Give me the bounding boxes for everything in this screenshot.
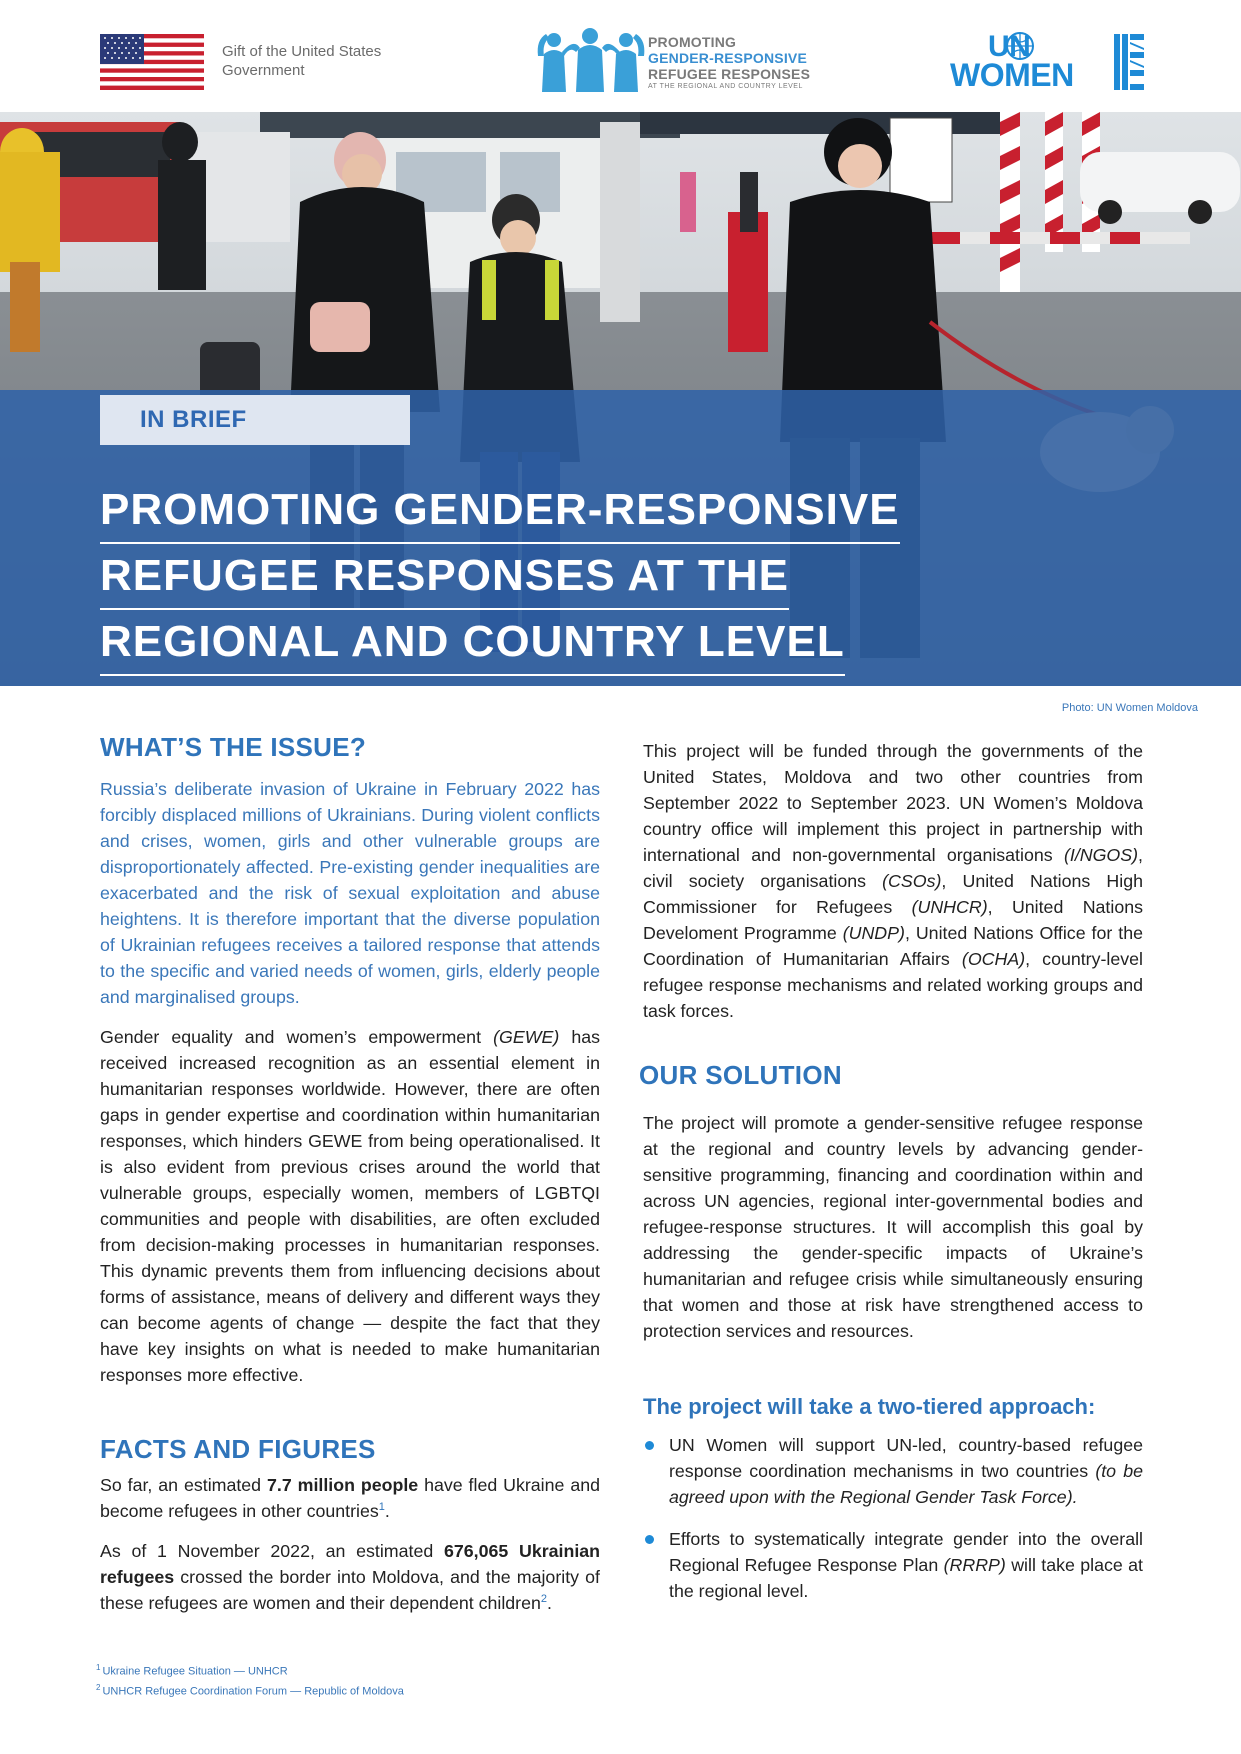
funding-abbr-ocha: (OCHA) [961,949,1026,969]
page-title [100,478,1000,676]
issue-body-text-a: Gender equality and women’s empowerment [100,1027,494,1047]
un-women-wordmark [950,30,1074,93]
funding-text-1: This project will be funded through the governments of the United States, Moldova and two other countries from September 2022 to September 2023. UN Women’s Moldova country office will implement this project in partnership with international and non-governmental organisations [643,741,1143,865]
funding-abbr-unhcr: (UNHCR) [911,897,988,917]
issue-body-text-b: has received increased recognition as an essential element in humanitarian responses worldwide. However, there are often gaps in gender expertise and coordination within humanitarian responses, which hinders GEWE from being operationalised. It is also evident from previous crises around the world that vulnerable groups, especially women, members of LGBTQI communities and people with disabilities, are often excluded from decision-making processes in humanitarian responses. This dynamic prevents them from influencing decisions about forms of assistance, means of delivery and different ways they can become agents of change — despite the fact that they have key insights on what is needed to make humanitarian responses more effective. [100,1027,600,1385]
funding-text-6: , country-level refugee response mechanisms and related working groups and task forces. [643,949,1143,1021]
approach-item2-italic: (RRRP) [943,1555,1006,1575]
footnote-1-link[interactable]: Ukraine Refugee Situation — UNHCR [102,1665,288,1678]
footnote-2[interactable] [96,1680,404,1700]
footnotes [96,1660,404,1699]
funding-text-2: , civil society organisations [643,845,1143,891]
facts-p2-bold: 676,065 Ukrainian refugees [100,1541,601,1587]
approach-list [643,1432,1143,1604]
un-women-wordmark-women: WOMEN [950,57,1074,93]
donor-caption-line2: Government [222,62,305,79]
approach-list-item-2 [643,1526,1143,1604]
approach-list-item-1 [643,1432,1143,1510]
issue-heading: WHAT’S THE ISSUE? [100,732,367,762]
funding-text-5: , United Nations Office for the Coordination of Humanitarian Affairs [643,923,1143,969]
page-header [0,0,1241,112]
facts-p2-end: . [547,1593,552,1613]
page-title-line1: PROMOTING GENDER-RESPONSIVE [100,478,900,544]
solution-paragraph: The project will promote a gender-sensitive refugee response at the regional and country levels by advancing gender-sensitive programming, financing and coordination within and across UN agencies, regional inter-governmental bodies and refugee-response structures. It will accomplish this goal by addressing the gender-specific impacts of Ukraine’s humanitarian and refugee crisis while simultaneously ensuring that women and those at risk have strengthened access to protection services and resources. [643,1113,1143,1341]
approach-item2-text-a: Efforts to systematically integrate gender into the overall Regional Refugee Response Plan [669,1529,1143,1575]
footnote-1-number: 1 [96,1663,101,1672]
donor-caption-line1: Gift of the United States [222,43,382,60]
donor-caption [222,42,422,80]
hero-photo [0,112,1241,686]
issue-body-abbr: (GEWE) [493,1027,560,1047]
project-wordmark-line2: GENDER-RESPONSIVE [648,50,807,66]
project-wordmark-line1: PROMOTING [648,34,737,50]
footnote-2-link[interactable]: UNHCR Refugee Coordination Forum — Republic of Moldova [102,1685,404,1698]
approach-item1-italic: (to be agreed upon with the Regional Gender Task Force). [669,1461,1143,1507]
issue-lead-paragraph: Russia’s deliberate invasion of Ukraine in February 2022 has forcibly displaced millions of Ukrainians. During violent conflicts and crises, women, girls and other vulnerable groups are disproportionately affected. Pre-existing gender inequalities are exacerbated and the risk of sexual exploitation and abuse heightens. It is therefore important that the diverse population of Ukrainian refugees receives a tailored response that attends to the specific and varied needs of women, girls, elderly people and marginalised groups. [100,779,600,1007]
approach-heading: The project will take a two-tiered approach: [643,1394,1096,1419]
page-title-line2: REFUGEE RESPONSES AT THE [100,544,789,610]
footnote-ref-1[interactable]: 1 [378,1501,385,1514]
funding-abbr-undp: (UNDP) [842,923,905,943]
footnote-1[interactable] [96,1660,404,1680]
funding-text-3: , United Nations High Commissioner for Refugees [643,871,1143,917]
facts-p1-bold: 7.7 million people [267,1475,419,1495]
project-wordmark-line4: AT THE REGIONAL AND COUNTRY LEVEL [648,83,803,90]
footnote-ref-2[interactable]: 2 [540,1593,548,1606]
right-column [639,738,1143,1604]
approach-item2-text-b: will take place at the regional level. [669,1555,1143,1601]
funding-text-4: , United Nations Develoment Programme [643,897,1143,943]
facts-heading: FACTS AND FIGURES [100,1434,376,1464]
project-wordmark [648,34,810,92]
left-column [100,730,600,1616]
photo-credit: Photo: UN Women Moldova [1061,702,1198,714]
facts-p1-text-a: So far, an estimated [100,1475,267,1495]
footnote-2-number: 2 [96,1682,101,1692]
project-wordmark-line3: REFUGEE RESPONSES [648,66,811,82]
page-title-line3: REGIONAL AND COUNTRY LEVEL [100,610,845,676]
facts-paragraph-2 [100,1538,600,1616]
facts-p2-text-a: As of 1 November 2022, an estimated [100,1541,444,1561]
issue-body-paragraph [100,1024,600,1388]
funding-abbr-csos: (CSOs) [882,871,942,891]
facts-p1-text-b: have fled Ukraine and become refugees in other countries [100,1475,600,1521]
project-people-logo-icon [536,26,646,92]
un-women-wordmark-un: UN [988,30,1031,63]
facts-paragraph-1 [100,1472,600,1524]
facts-p1-end: . [384,1501,390,1521]
solution-heading: OUR SOLUTION [639,1060,842,1090]
approach-item1-text: UN Women will support UN-led, country-based refugee response coordination mechanisms in two countries [669,1435,1143,1481]
us-flag-icon [100,34,204,90]
funding-abbr-ingos: (I/NGOS) [1063,845,1139,865]
in-brief-badge: IN BRIEF [100,395,410,445]
facts-p2-text-b: crossed the border into Moldova, and the majority of these refugees are women and their dependent children [100,1567,600,1613]
funding-paragraph [643,738,1143,1024]
